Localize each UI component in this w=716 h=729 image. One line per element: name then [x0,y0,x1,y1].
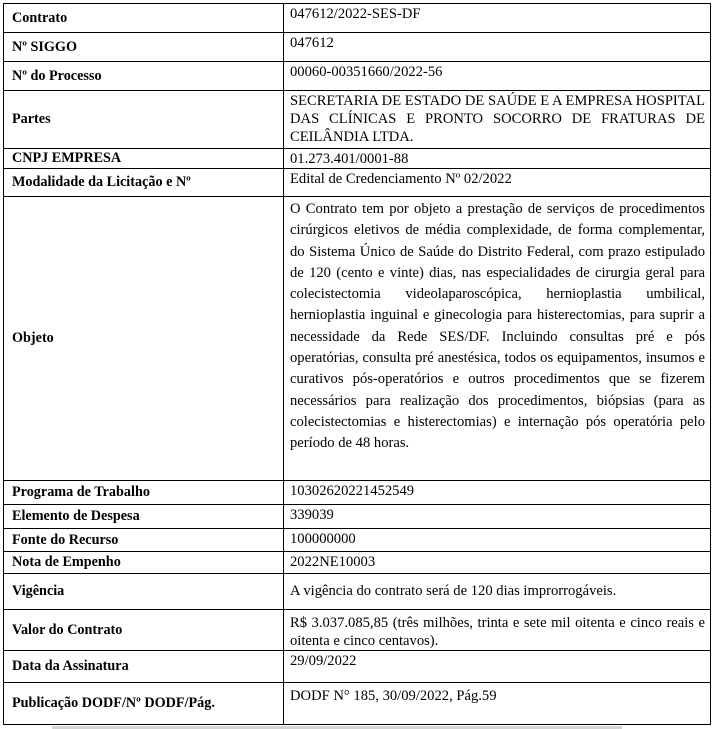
value-programa: 10302620221452549 [290,483,415,499]
row-partes [4,91,710,149]
value-objeto: O Contrato tem por objeto a prestação de serviços de procedimentos cirúrgicos eletivos de média complexidade, de forma complementar, do Sistema Único de Saúde do Distrito Federal, com prazo estipulado de 120 (cento e vinte) dias, nas especialidades de cirurgia geral para colecistectomia videolaparoscópica, hernioplastia umbilical, hernioplastia inguinal e ginecologia para histerectomias, para suprir a necessidade da Rede SES/DF. Incluindo consultas pré e pós operatórias, consulta pré anestésica, todos os equipamentos, insumos e curativos pós-operatórios e outros procedimentos que se fizerem necessários para realização dos procedimentos, biópsias (para as colecistectomias e histerectomias) e internação pós operatória pelo período de 48 horas. [290,201,705,452]
value-partes: SECRETARIA DE ESTADO DE SAÚDE E A EMPRESA HOSPITAL DAS CLÍNICAS E PRONTO SOCORRO DE FRATURAS DE CEILÂNDIA LTDA. [290,93,705,145]
row-data-assinatura [4,651,710,683]
value-data-assinatura: 29/09/2022 [290,653,357,669]
label-partes: Partes [4,91,284,148]
row-cnpj [4,149,710,169]
value-processo: 00060-00351660/2022-56 [290,64,443,80]
row-fonte [4,529,710,552]
label-empenho: Nota de Empenho [4,552,284,573]
row-vigencia [4,574,710,610]
value-siggo: 047612 [290,35,334,51]
row-objeto [4,197,710,481]
label-fonte: Fonte do Recurso [4,529,284,551]
value-modalidade: Edital de Credenciamento Nº 02/2022 [290,171,512,187]
value-cnpj: 01.273.401/0001-88 [290,151,409,167]
value-empenho: 2022NE10003 [290,554,376,570]
contract-summary-table [3,3,711,725]
value-fonte: 100000000 [290,531,356,547]
row-contrato [4,4,710,33]
value-elemento: 339039 [290,507,334,523]
value-publicacao: DODF N° 185, 30/09/2022, Pág.59 [290,688,497,704]
row-empenho [4,552,710,574]
row-elemento [4,505,710,529]
row-processo [4,62,710,91]
label-vigencia: Vigência [4,574,284,609]
label-contrato: Contrato [4,4,284,32]
row-publicacao [4,683,710,724]
value-valor: R$ 3.037.085,85 (três milhões, trinta e sete mil oitenta e cinco reais e oitenta e cinco centavos). [290,615,705,649]
label-data-assinatura: Data da Assinatura [4,651,284,682]
label-modalidade: Modalidade da Licitação e Nº [4,169,284,196]
label-valor: Valor do Contrato [4,610,284,650]
label-cnpj: CNPJ EMPRESA [4,149,284,168]
row-siggo [4,33,710,62]
label-siggo: Nº SIGGO [4,33,284,61]
label-publicacao: Publicação DODF/Nº DODF/Pág. [4,683,284,724]
row-programa [4,481,710,505]
row-modalidade [4,169,710,197]
value-contrato: 047612/2022-SES-DF [290,6,421,22]
label-elemento: Elemento de Despesa [4,505,284,528]
value-vigencia: A vigência do contrato será de 120 dias improrrogáveis. [290,583,617,599]
label-processo: Nº do Processo [4,62,284,90]
label-programa: Programa de Trabalho [4,481,284,504]
label-objeto: Objeto [4,197,284,480]
row-valor [4,610,710,651]
